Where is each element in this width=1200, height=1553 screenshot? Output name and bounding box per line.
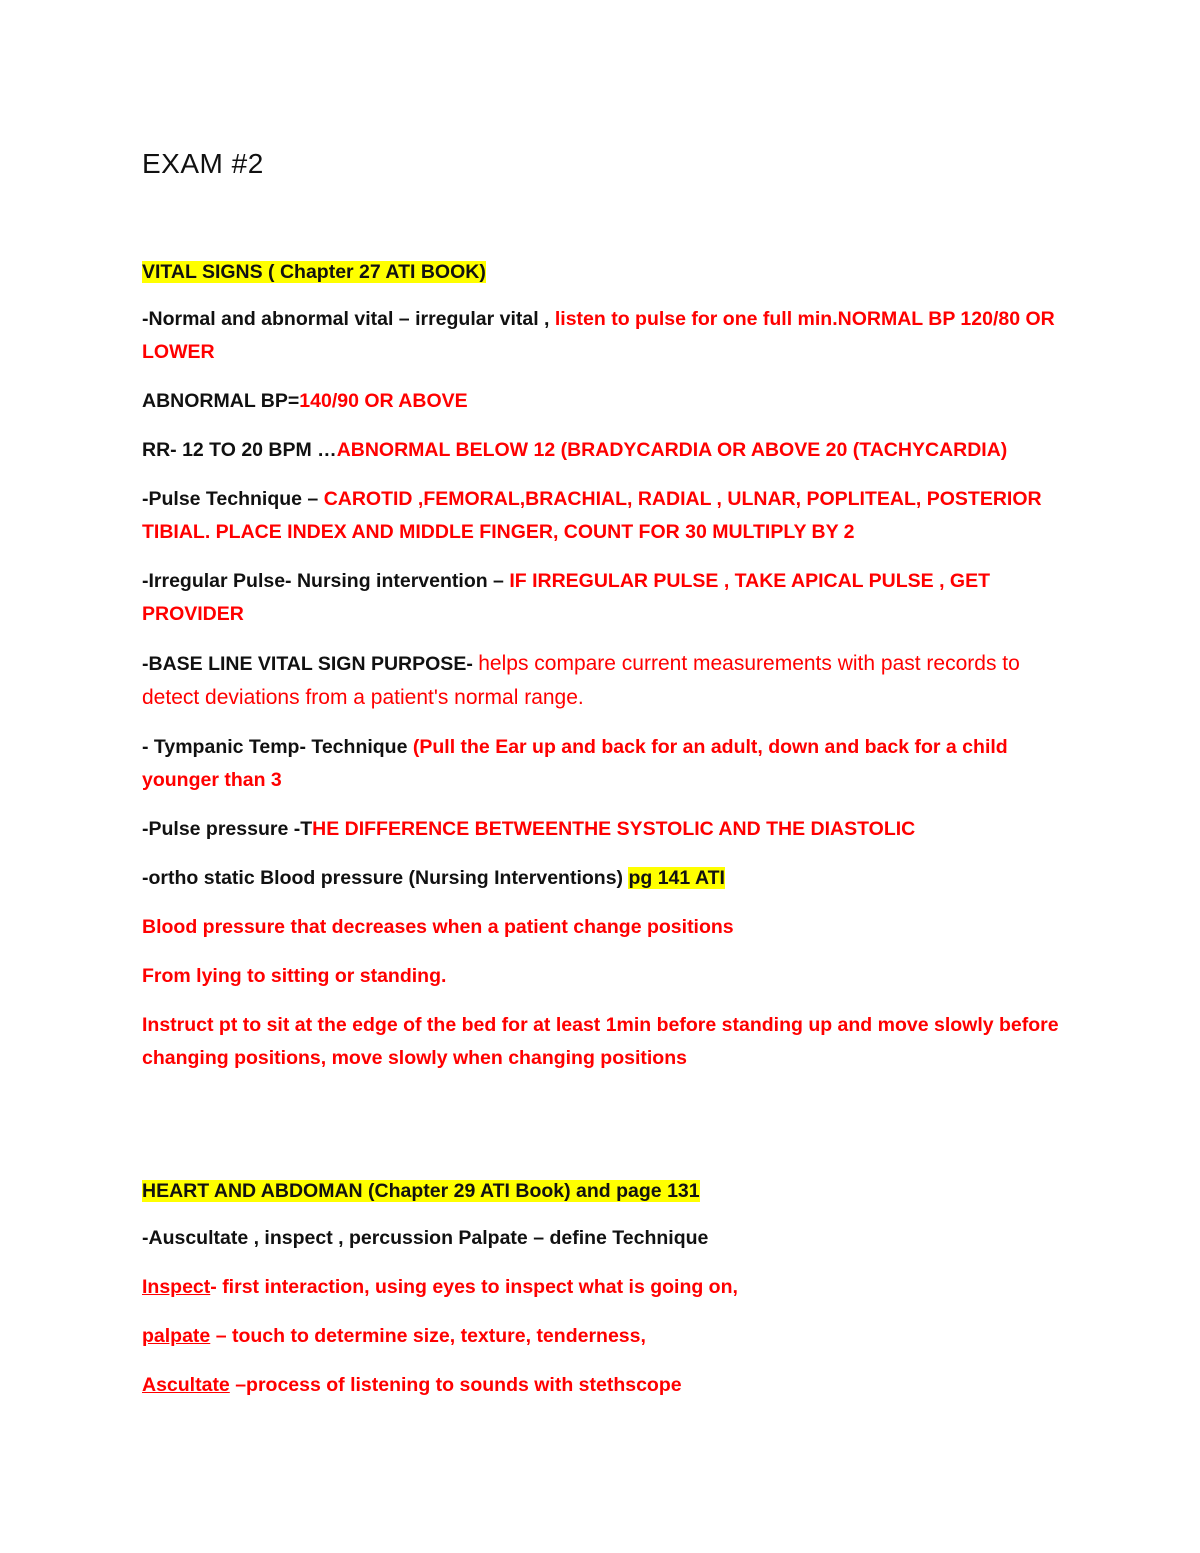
tympanic-temp <box>142 731 1072 797</box>
irregular-pulse-answer: IF IRREGULAR PULSE , TAKE APICAL PULSE , GET PROVIDER <box>142 570 991 625</box>
vital-signs-section <box>142 256 1072 1091</box>
respiratory-rate <box>142 434 1072 467</box>
vital-signs-heading <box>142 256 1072 289</box>
inspect-def: - first interaction, using eyes to inspect what is going on, <box>210 1276 738 1298</box>
palpate-term: palpate <box>142 1325 211 1347</box>
abnormal-bp-label: ABNORMAL BP= <box>142 390 300 412</box>
orthostatic-positions: From lying to sitting or standing. <box>142 965 447 987</box>
pulse-pressure <box>142 813 1072 846</box>
baseline-vital-sign <box>142 647 1072 715</box>
orthostatic-bp-page-ref: pg 141 ATI <box>628 867 725 889</box>
auscultate-term: Ascultate <box>142 1374 230 1396</box>
palpate-def: – touch to determine size, texture, tenderness, <box>210 1325 646 1347</box>
heart-abdomen-heading <box>142 1175 1072 1208</box>
pulse-pressure-answer: HE DIFFERENCE BETWEENTHE SYSTOLIC AND THE DIASTOLIC <box>312 818 916 840</box>
abnormal-bp-value: 140/90 OR ABOVE <box>299 390 468 412</box>
pulse-pressure-label: -Pulse pressure -T <box>142 818 313 840</box>
heart-abdomen-heading-text: HEART AND ABDOMAN (Chapter 29 ATI Book) and page 131 <box>142 1180 700 1202</box>
irregular-pulse-label: -Irregular Pulse- Nursing intervention – <box>142 570 510 592</box>
auscultate-definition <box>142 1369 1072 1402</box>
heart-abdomen-section <box>142 1175 1072 1418</box>
normal-abnormal-vital <box>142 303 1072 369</box>
tympanic-temp-answer: (Pull the Ear up and back for an adult, down and back for a child younger than 3 <box>142 736 1008 791</box>
normal-abnormal-label: -Normal and abnormal vital – irregular vital , <box>142 308 555 330</box>
respiratory-rate-label: RR- 12 TO 20 BPM … <box>142 439 337 461</box>
orthostatic-instructions: Instruct pt to sit at the edge of the bed for at least 1min before standing up and move slowly before changing positions, move slowly when changing positions <box>142 1014 1059 1069</box>
tympanic-temp-label: - Tympanic Temp- Technique <box>142 736 413 758</box>
orthostatic-bp-label: -ortho static Blood pressure (Nursing Interventions) <box>142 867 629 889</box>
respiratory-rate-answer: ABNORMAL BELOW 12 (BRADYCARDIA OR ABOVE 20 (TACHYCARDIA) <box>336 439 1008 461</box>
inspect-term: Inspect <box>142 1276 211 1298</box>
orthostatic-definition: Blood pressure that decreases when a patient change positions <box>142 916 734 938</box>
page-title: EXAM #2 <box>142 148 264 179</box>
orthostatic-bp <box>142 862 1072 895</box>
auscultate-def: –process of listening to sounds with stethscope <box>229 1374 682 1396</box>
baseline-vital-label: -BASE LINE VITAL SIGN PURPOSE- <box>142 653 479 675</box>
pulse-technique <box>142 483 1072 549</box>
baseline-vital-answer: helps compare current measurements with past records to detect deviations from a patient's normal range. <box>142 652 1020 709</box>
palpate-definition <box>142 1320 1072 1353</box>
irregular-pulse <box>142 565 1072 631</box>
pulse-technique-label: -Pulse Technique – <box>142 488 324 510</box>
normal-abnormal-answer: listen to pulse for one full min.NORMAL BP 120/80 OR LOWER <box>142 308 1055 363</box>
inspect-definition <box>142 1271 1072 1304</box>
pulse-technique-answer: CAROTID ,FEMORAL,BRACHIAL, RADIAL , ULNAR, POPLITEAL, POSTERIOR TIBIAL. PLACE INDEX AND MIDDLE FINGER, COUNT FOR 30 MULTIPLY BY 2 <box>142 488 1042 543</box>
vital-signs-heading-text: VITAL SIGNS ( Chapter 27 ATI BOOK) <box>142 261 486 283</box>
abnormal-bp <box>142 385 1072 418</box>
assessment-techniques: -Auscultate , inspect , percussion Palpate – define Technique <box>142 1227 709 1249</box>
